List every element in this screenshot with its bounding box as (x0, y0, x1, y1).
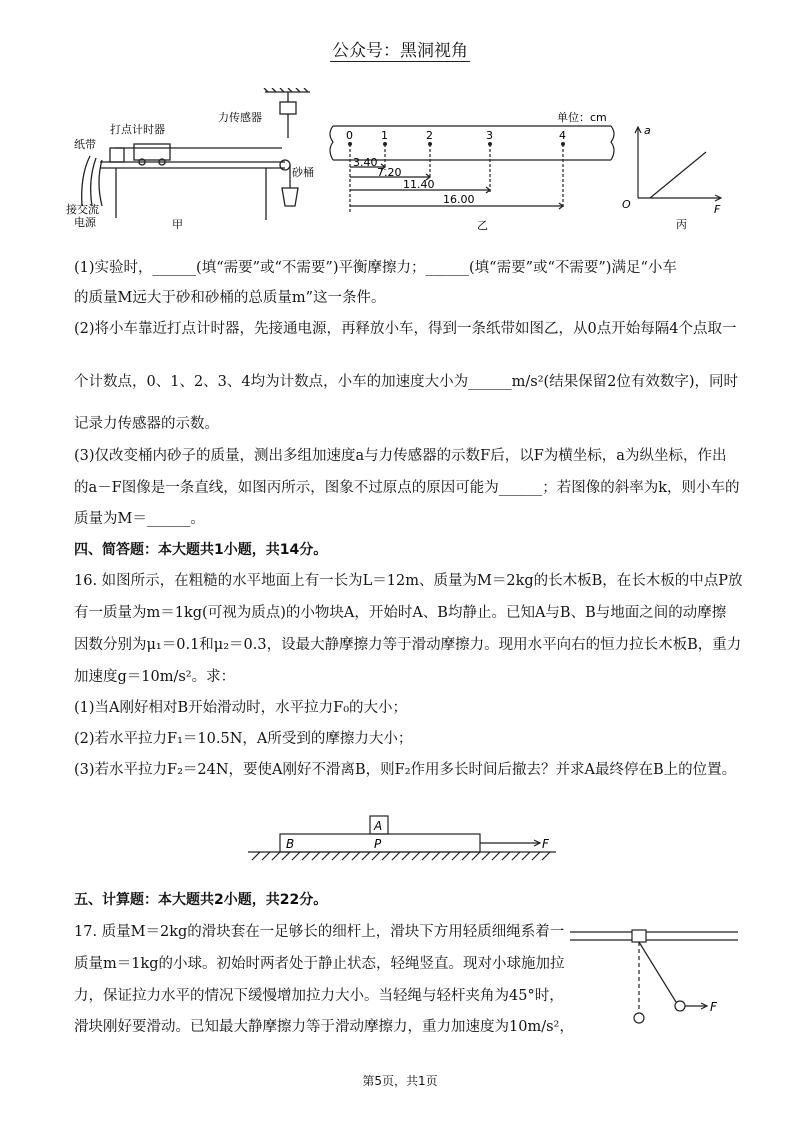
bing-axis-f: F (714, 203, 721, 216)
tape-dist-3: 11.40 (403, 178, 435, 191)
fig16-label-p: P (374, 837, 382, 851)
fig16-label-f: F (542, 837, 549, 851)
label-ac-2: 电源 (74, 216, 96, 229)
tape-point-0: 0 (346, 129, 353, 142)
q15-line-2: 的质量M远大于砂和砂桶的总质量m”这一条件。 (74, 290, 386, 306)
q16-line-2: 有一质量为m＝1kg(可视为质点)的小物块A，开始时A、B均静止。已知A与B、B与地面之间的动摩擦 (74, 605, 727, 621)
fig16-label-a: A (374, 819, 383, 833)
label-sensor: 力传感器 (218, 111, 262, 124)
q17-line-2: 质量m＝1kg的小球。初始时两者处于静止状态，轻绳竖直。现对小球施加拉 (74, 956, 565, 972)
caption-yi: 乙 (477, 219, 488, 232)
q15-line-4: 个计数点，0、1、2、3、4均为计数点，小车的加速度大小为______m/s²(结果保留2位有效数字)，同时 (74, 374, 739, 390)
q15-line-6: (3)仅改变桶内砂子的质量，测出多组加速度a与力传感器的示数F后，以F为横坐标，a为纵坐标，作出 (74, 448, 727, 464)
section-5-title: 五、计算题：本大题共2小题，共22分。 (74, 892, 328, 908)
label-bucket: 砂桶 (292, 166, 314, 179)
tape-point-2: 2 (426, 129, 433, 142)
tape-unit: 单位：cm (557, 111, 607, 124)
q15-line-1: (1)实验时，______(填“需要”或“不需要”)平衡摩擦力；______(填“需要”或“不需要”)满足“小车 (74, 260, 677, 276)
label-timer: 打点计时器 (110, 123, 165, 136)
fig17-label-f: F (710, 1000, 717, 1014)
tape-dist-4: 16.00 (443, 193, 475, 206)
caption-jia: 甲 (172, 218, 183, 231)
tape-dist-1: 3.40 (353, 156, 378, 169)
q16-line-4: 加速度g＝10m/s²。求： (74, 669, 236, 685)
bing-axis-a: a (644, 124, 651, 137)
figure-yi-tape (325, 104, 625, 234)
q15-line-7: 的a－F图像是一条直线，如图丙所示，图象不过原点的原因可能为______；若图像的斜率为k，则小车的 (74, 480, 740, 496)
page-footer: 第5页，共1页 (362, 1074, 438, 1088)
q15-line-5: 记录力传感器的示数。 (74, 416, 219, 432)
tape-dist-2: 7.20 (377, 166, 402, 179)
q17-line-4: 滑块刚好要滑动。已知最大静摩擦力等于滑动摩擦力，重力加速度为10m/s²， (74, 1019, 574, 1035)
label-ac-1: 接交流 (66, 203, 99, 216)
q16-line-5: (1)当A刚好相对B开始滑动时，水平拉力F₀的大小； (74, 700, 408, 716)
q16-line-3: 因数分别为μ₁＝0.1和μ₂＝0.3，设最大静摩擦力等于滑动摩擦力。现用水平向右的恒力拉长木板B，重力 (74, 637, 742, 653)
q17-line-1: 17. 质量M＝2kg的滑块套在一足够长的细杆上，滑块下方用轻质细绳系着一 (74, 924, 565, 940)
q16-line-7: (3)若水平拉力F₂＝24N，要使A刚好不滑离B，则F₂作用多长时间后撤去？并求A最终停在B上的位置。 (74, 762, 737, 778)
figure-bing-graph (614, 120, 734, 234)
q15-line-3: (2)将小车靠近打点计时器，先接通电源，再释放小车，得到一条纸带如图乙，从0点开始每隔4个点取一 (74, 321, 737, 337)
figure-jia-apparatus (60, 88, 320, 238)
q16-line-1: 16. 如图所示，在粗糙的水平地面上有一长为L＝12m、质量为M＝2kg的长木板B，在长木板的中点P放 (74, 573, 743, 589)
section-4-title: 四、简答题：本大题共1小题，共14分。 (74, 542, 328, 558)
tape-point-3: 3 (486, 129, 493, 142)
q16-line-6: (2)若水平拉力F₁＝10.5N，A所受到的摩擦力大小； (74, 731, 413, 747)
q15-line-8: 质量为M＝______。 (74, 511, 205, 527)
tape-point-1: 1 (381, 129, 388, 142)
bing-origin: O (622, 198, 631, 211)
label-tape: 纸带 (74, 138, 96, 151)
watermark-header (0, 36, 800, 61)
caption-bing: 丙 (676, 218, 687, 231)
watermark-text: 公众号：黑洞视角 (332, 41, 468, 61)
figure-16-board (244, 812, 560, 866)
q17-line-3: 力，保证拉力水平的情况下缓慢增加拉力大小。当轻绳与轻杆夹角为45°时， (74, 988, 564, 1004)
fig16-label-b: B (286, 837, 295, 851)
figure-17-slider (566, 920, 740, 1030)
tape-point-4: 4 (559, 129, 566, 142)
